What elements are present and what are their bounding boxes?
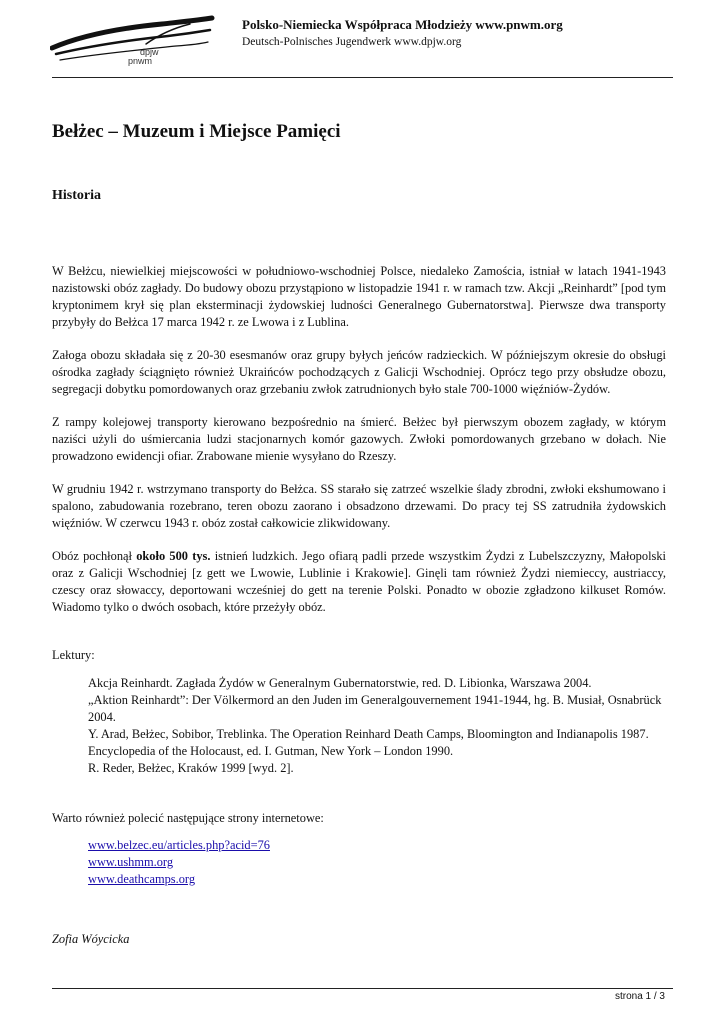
reference-item: Akcja Reinhardt. Zagłada Żydów w Generalnym Gubernatorstwie, red. D. Libionka, Warszawa 2004.: [88, 676, 592, 690]
header-organization-pl: Polsko-Niemiecka Współpraca Młodzieży www.pnwm.org: [242, 17, 563, 32]
paragraph-1: W Bełżcu, niewielkiej miejscowości w południowo-wschodniej Polsce, niedaleko Zamościa, istniał w latach 1941-1943 nazistowski obóz zagłady. Do budowy obozu przystąpiono w listopadzie 1941 r. w ramach tzw. Akcji „Reinhardt” [pod tym kryptonimem krył się plan eksterminacji żydowskiej ludności Generalnego Gubernatorstwa]. Pierwsze dwa transporty przybyły do Bełżca 17 marca 1942 r. ze Lwowa i z Lublina.: [52, 264, 666, 329]
website-links: [88, 837, 666, 888]
paragraph-4: W grudniu 1942 r. wstrzymano transporty do Bełżca. SS starało się zatrzeć wszelkie ślady zbrodni, zwłoki ekshumowano i spalono, zabudowania rozebrano, teren obozu zaorano i obsadzono drzewami. Do pracy tej SS zatrudniła żydowskich więźniów. W czerwcu 1943 r. obóz został całkowicie zlikwidowany.: [52, 482, 666, 530]
paragraph-5-end: istnień ludzkich. Jego ofiarą padli przede wszystkim Żydzi z Lubelszczyzny, Małopolski oraz z Galicji Wschodniej [z gett we Lwowie, Lublinie i Krakowie]. Ginęli tam również Żydzi niemieccy, austriaccy, czescy oraz słowaccy, deportowani wcześniej do gett na terenie Polski. Ponadto w obozie zgładzono kilkuset Romów. Wiadomo tylko o dwóch osobach, które przeżyły obóz.: [52, 549, 666, 614]
logo-wordmark: [128, 48, 159, 66]
header-organization-de: Deutsch-Polnisches Jugendwerk www.dpjw.org: [242, 36, 462, 48]
link-deathcamps[interactable]: www.deathcamps.org: [88, 872, 196, 886]
footer-divider: [52, 988, 673, 989]
page-title: Bełżec – Muzeum i Miejsce Pamięci: [52, 121, 341, 142]
logo-text-bottom: pnwm: [128, 56, 153, 66]
link-belzec[interactable]: www.belzec.eu/articles.php?acid=76: [88, 838, 270, 852]
section-heading: Historia: [52, 188, 101, 203]
logo-text-top: dpjw: [140, 47, 159, 57]
link-ushmm[interactable]: www.ushmm.org: [88, 855, 174, 869]
page-number: strona 1 / 3: [614, 991, 665, 1002]
victims-count: około 500 tys.: [136, 549, 211, 563]
header-divider: [52, 77, 673, 78]
paragraph-5-start: Obóz pochłonął: [52, 549, 137, 563]
reference-list: [88, 675, 666, 777]
readings-label: Lektury:: [52, 648, 95, 662]
author-name: Zofia Wóycicka: [52, 932, 130, 946]
article-body: [52, 263, 666, 964]
page-header: [0, 0, 725, 78]
reference-item: „Aktion Reinhardt”: Der Völkermord an den Juden im Generalgouvernement 1941-1944, hg. B. Musiał, Osnabrück 2004.: [88, 693, 662, 724]
paragraph-2: Załoga obozu składała się z 20-30 esesmanów oraz grupy byłych jeńców radzieckich. W późniejszym okresie do obsługi ośrodka zagłady ściągnięto również Ukraińców pochodzących z Galicji Wschodniej. Oprócz tego przy obsłudze obozu, segregacji dobytku pomordowanych oraz grzebaniu zwłok zatrudnionych było stale 700-1000 więźniów-Żydów.: [52, 348, 666, 396]
paragraph-3: Z rampy kolejowej transporty kierowano bezpośrednio na śmierć. Bełżec był pierwszym obozem zagłady, w którym naziści użyli do uśmiercania ludzi stacjonarnych komór gazowych. Zwłoki pomordowanych grzebano w dołach. Nie prowadzono ewidencji ofiar. Zrabowane mienie wysyłano do Rzeszy.: [52, 415, 666, 463]
paragraph-5: [52, 548, 666, 616]
reference-item: Encyclopedia of the Holocaust, ed. I. Gutman, New York – London 1990.: [88, 744, 454, 758]
websites-label: Warto również polecić następujące strony internetowe:: [52, 811, 324, 825]
reference-item: Y. Arad, Bełżec, Sobibor, Treblinka. The Operation Reinhard Death Camps, Bloomington and Indianapolis 1987.: [88, 727, 649, 741]
reference-item: R. Reder, Bełżec, Kraków 1999 [wyd. 2].: [88, 761, 294, 775]
